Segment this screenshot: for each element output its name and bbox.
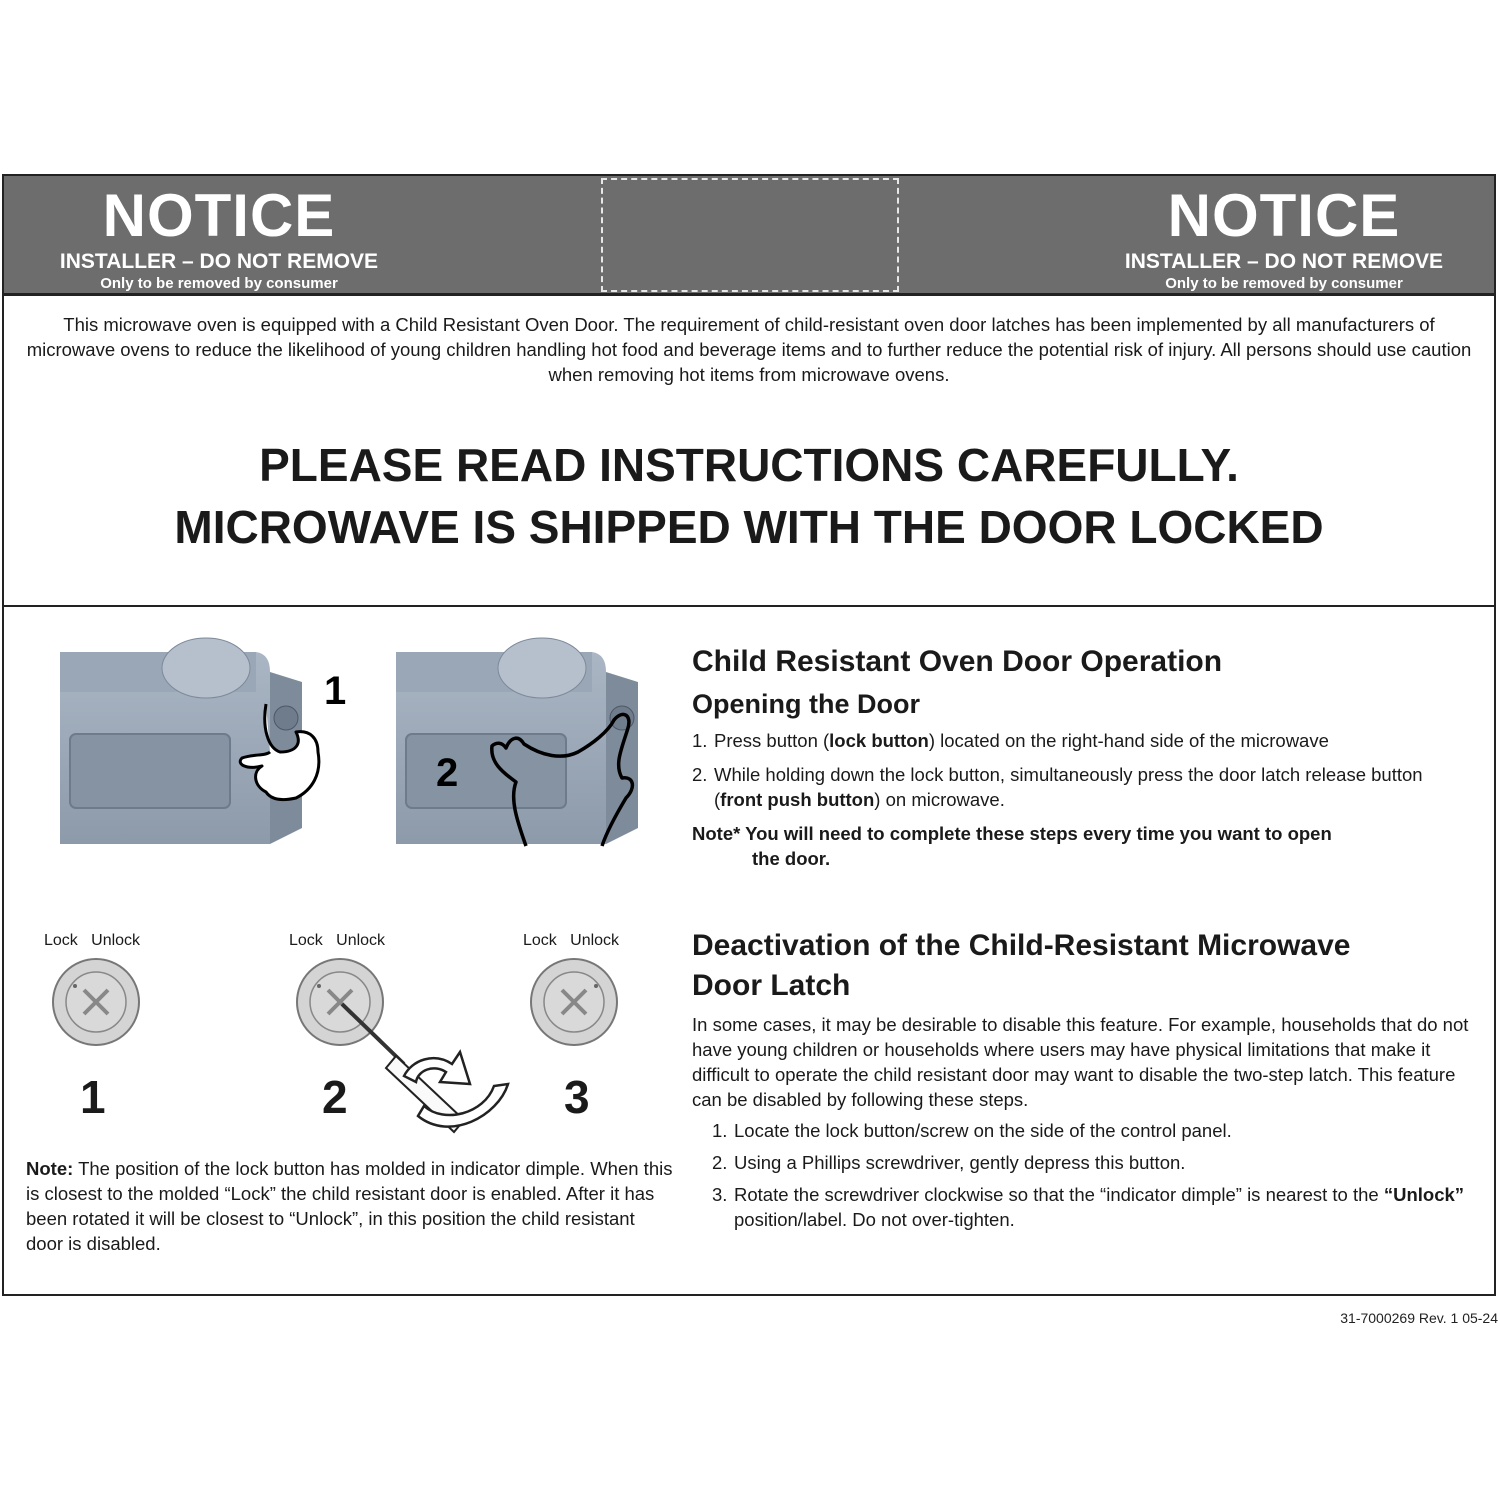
step-text: Locate the lock button/screw on the side of the control panel. — [734, 1120, 1232, 1141]
step-number: 3. — [712, 1184, 728, 1205]
notice-banner — [4, 176, 1494, 296]
deactivation-body: In some cases, it may be desirable to disable this feature. For example, households that do not have young children or households where users may have physical limitations that make it difficult to operate the child resistant door may want to disable the two-step latch. This feature can be disabled by following these steps. — [692, 1014, 1469, 1110]
intro-paragraph: This microwave oven is equipped with a Child Resistant Oven Door. The requirement of child-resistant oven door latches has been implemented by all manufacturers of microwave ovens to reduce the likelihood of young children handling hot food and beverage items and to further reduce the potential risk of injury. All persons should use caution when removing hot items from microwave ovens. — [26, 314, 1472, 385]
door-operation-section — [692, 642, 1482, 871]
document-footer: 31-7000269 Rev. 1 05-24 — [1340, 1310, 1498, 1326]
opening-step — [692, 728, 1482, 753]
dial-note-text: The position of the lock button has molded in indicator dimple. When this is closest to the molded “Lock” the child resistant door is enabled. After it has been rotated it will be closest to “Unlock”, in this position the child resistant door is disabled. — [26, 1158, 673, 1254]
step-number: 1. — [692, 730, 708, 751]
deactivation-step — [712, 1118, 1482, 1143]
step-number: 2. — [692, 764, 708, 785]
step-text: position/label. Do not over-tighten. — [734, 1209, 1015, 1230]
dial-unlock-label: Unlock — [570, 932, 620, 949]
lock-dial-1 — [50, 956, 142, 1048]
deactivation-steps — [692, 1118, 1482, 1232]
opening-step — [692, 762, 1462, 812]
section-divider — [4, 605, 1494, 607]
step2-press-front-button-photo — [392, 648, 642, 852]
notice-block-right — [1074, 176, 1494, 294]
notice-subtitle: INSTALLER – DO NOT REMOVE — [1124, 250, 1444, 273]
step-text: ) located on the right-hand side of the microwave — [928, 730, 1329, 751]
dial-lock-label: Lock — [289, 932, 323, 949]
dial-lock-label: Lock — [44, 932, 78, 949]
dial-note-label: Note: — [26, 1158, 74, 1179]
dial-number: 1 — [80, 1071, 106, 1123]
headline-line-2: MICROWAVE IS SHIPPED WITH THE DOOR LOCKED — [174, 501, 1324, 553]
opening-subtitle: Opening the Door — [692, 689, 920, 719]
notice-small-text: Only to be removed by consumer — [1165, 275, 1403, 292]
deactivation-step — [712, 1182, 1482, 1232]
dial-note — [26, 1156, 676, 1256]
step1-number: 1 — [324, 669, 347, 713]
lock-dial-3 — [528, 956, 620, 1048]
dial-number: 2 — [322, 1071, 348, 1123]
notice-block-left — [9, 176, 429, 294]
deactivation-step — [712, 1150, 1482, 1175]
step-bold-text: front push button — [720, 789, 875, 810]
operation-note-line: the door. — [752, 848, 831, 869]
step2-number: 2 — [436, 751, 459, 795]
deactivation-section — [692, 926, 1482, 1232]
dial-lock-label: Lock — [523, 932, 557, 949]
operation-title: Child Resistant Oven Door Operation — [692, 645, 1223, 678]
deactivation-title-line: Door Latch — [692, 969, 851, 1002]
notice-subtitle: INSTALLER – DO NOT REMOVE — [59, 250, 379, 273]
deactivation-title — [692, 926, 1482, 1006]
opening-steps — [692, 728, 1482, 812]
notice-small-text: Only to be removed by consumer — [100, 275, 338, 292]
headline-line-1: PLEASE READ INSTRUCTIONS CAREFULLY. — [259, 439, 1239, 491]
notice-title: NOTICE — [1167, 182, 1401, 249]
step-text: Using a Phillips screwdriver, gently depress this button. — [734, 1152, 1186, 1173]
step-text: Rotate the screwdriver clockwise so that the “indicator dimple” is nearest to the — [734, 1184, 1384, 1205]
dial-number: 3 — [564, 1071, 590, 1123]
notice-sheet — [2, 174, 1496, 1296]
step-text: Press button ( — [714, 730, 830, 751]
step-text: ) on microwave. — [874, 789, 1005, 810]
step1-press-lock-photo — [56, 648, 347, 852]
headline — [4, 434, 1494, 558]
operation-note-line: Note* You will need to complete these steps every time you want to open — [692, 823, 1332, 844]
notice-title: NOTICE — [102, 182, 336, 249]
dial-unlock-label: Unlock — [91, 932, 141, 949]
dial-unlock-label: Unlock — [336, 932, 386, 949]
step-number: 1. — [712, 1120, 728, 1141]
step-text: While holding down the lock button, simultaneously press the door latch release button ( — [714, 764, 1423, 810]
step-bold-text: lock button — [829, 730, 929, 751]
operation-note — [692, 821, 1482, 871]
step-number: 2. — [712, 1152, 728, 1173]
step-bold-text: “Unlock” — [1383, 1184, 1465, 1205]
deactivation-title-line: Deactivation of the Child-Resistant Microwave — [692, 929, 1351, 962]
tear-off-area — [601, 178, 899, 292]
